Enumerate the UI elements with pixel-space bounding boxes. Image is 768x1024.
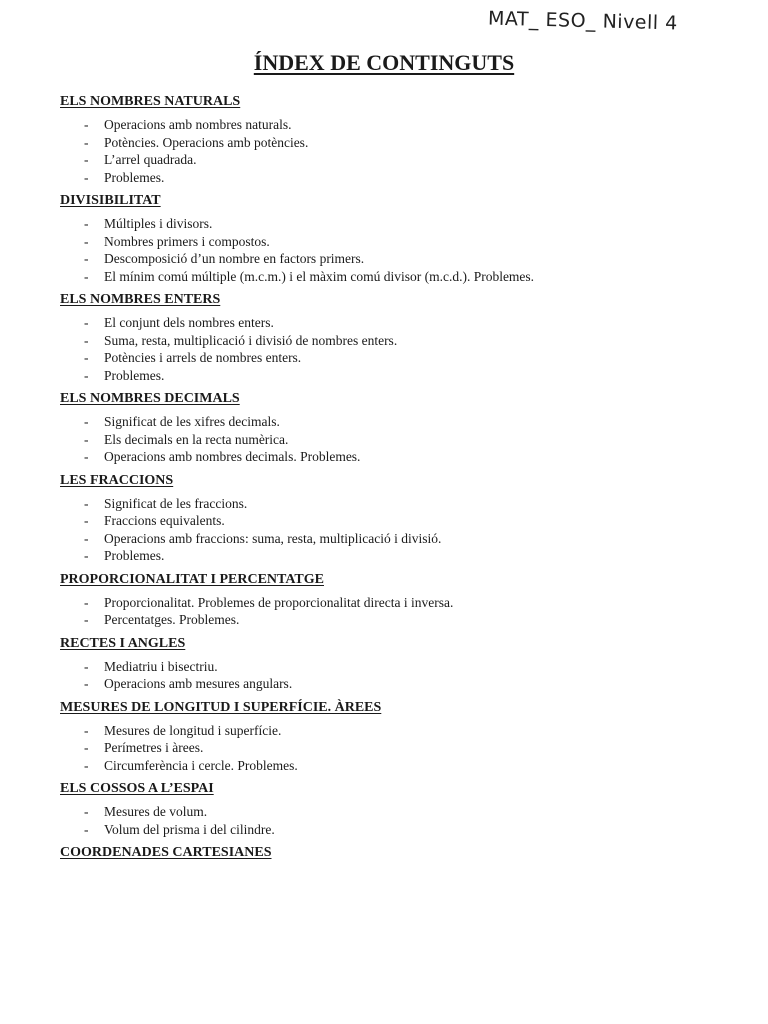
list-item: - Mediatriu i bisectriu. bbox=[84, 658, 740, 676]
list-item: - Descomposició d’un nombre en factors primers. bbox=[84, 250, 740, 268]
section-nombres-decimals bbox=[60, 389, 740, 466]
handwritten-course-note: MAT_ ESO_ Nivell 4 bbox=[487, 7, 678, 35]
list-item: - Problemes. bbox=[84, 547, 740, 565]
section-divisibilitat bbox=[60, 191, 740, 285]
list-item: - Operacions amb nombres naturals. bbox=[84, 116, 740, 134]
list-item: - Potències i arrels de nombres enters. bbox=[84, 349, 740, 367]
list-item: - Perímetres i àrees. bbox=[84, 739, 740, 757]
section-items bbox=[60, 116, 740, 186]
section-title: DIVISIBILITAT bbox=[60, 193, 161, 208]
list-item: - Circumferència i cercle. Problemes. bbox=[84, 757, 740, 775]
section-items bbox=[60, 722, 740, 775]
section-title: PROPORCIONALITAT I PERCENTATGE bbox=[60, 571, 324, 587]
section-nombres-naturals bbox=[60, 92, 740, 186]
section-title: COORDENADES CARTESIANES bbox=[60, 845, 272, 860]
section-title: ELS NOMBRES ENTERS bbox=[60, 292, 221, 307]
list-item: - Mesures de volum. bbox=[84, 803, 740, 821]
list-item: - Significat de les fraccions. bbox=[84, 495, 740, 513]
list-item: - El mínim comú múltiple (m.c.m.) i el màxim comú divisor (m.c.d.). Problemes. bbox=[84, 268, 740, 286]
section-title: MESURES DE LONGITUD I SUPERFÍCIE. ÀREES bbox=[60, 699, 382, 715]
section-mesures-longitud bbox=[60, 698, 740, 775]
section-title: ELS COSSOS A L’ESPAI bbox=[60, 781, 214, 796]
list-item: - Problemes. bbox=[84, 169, 740, 187]
section-title: LES FRACCIONS bbox=[60, 472, 174, 488]
list-item: - El conjunt dels nombres enters. bbox=[84, 314, 740, 332]
section-items bbox=[60, 495, 740, 565]
section-proporcionalitat bbox=[60, 570, 740, 629]
section-items bbox=[60, 314, 740, 384]
list-item: - Percentatges. Problemes. bbox=[84, 611, 740, 629]
list-item: - Operacions amb fraccions: suma, resta, multiplicació i divisió. bbox=[84, 530, 740, 548]
section-title: ELS NOMBRES NATURALS bbox=[60, 94, 241, 109]
section-items bbox=[60, 215, 740, 285]
list-item: - Potències. Operacions amb potències. bbox=[84, 134, 740, 152]
list-item: - Els decimals en la recta numèrica. bbox=[84, 431, 740, 449]
list-item: - Suma, resta, multiplicació i divisió de nombres enters. bbox=[84, 332, 740, 350]
list-item: - Proporcionalitat. Problemes de proporcionalitat directa i inversa. bbox=[84, 594, 740, 612]
list-item: - Múltiples i divisors. bbox=[84, 215, 740, 233]
list-item: - Operacions amb mesures angulars. bbox=[84, 675, 740, 693]
contents-list bbox=[60, 92, 740, 868]
section-items bbox=[60, 803, 740, 838]
section-items bbox=[60, 658, 740, 693]
list-item: - Mesures de longitud i superfície. bbox=[84, 722, 740, 740]
section-fraccions bbox=[60, 471, 740, 565]
list-item: - Significat de les xifres decimals. bbox=[84, 413, 740, 431]
list-item: - Problemes. bbox=[84, 367, 740, 385]
section-items bbox=[60, 594, 740, 629]
section-title: ELS NOMBRES DECIMALS bbox=[60, 391, 240, 406]
section-cossos-espai bbox=[60, 779, 740, 838]
list-item: - Volum del prisma i del cilindre. bbox=[84, 821, 740, 839]
section-rectes-angles bbox=[60, 634, 740, 693]
list-item: - Fraccions equivalents. bbox=[84, 512, 740, 530]
list-item: - Operacions amb nombres decimals. Problemes. bbox=[84, 448, 740, 466]
section-title: RECTES I ANGLES bbox=[60, 635, 186, 651]
section-items bbox=[60, 413, 740, 466]
page-title: ÍNDEX DE CONTINGUTS bbox=[253, 50, 515, 75]
section-nombres-enters bbox=[60, 290, 740, 384]
list-item: - Nombres primers i compostos. bbox=[84, 233, 740, 251]
section-coordenades bbox=[60, 843, 740, 863]
list-item: - L’arrel quadrada. bbox=[84, 151, 740, 169]
